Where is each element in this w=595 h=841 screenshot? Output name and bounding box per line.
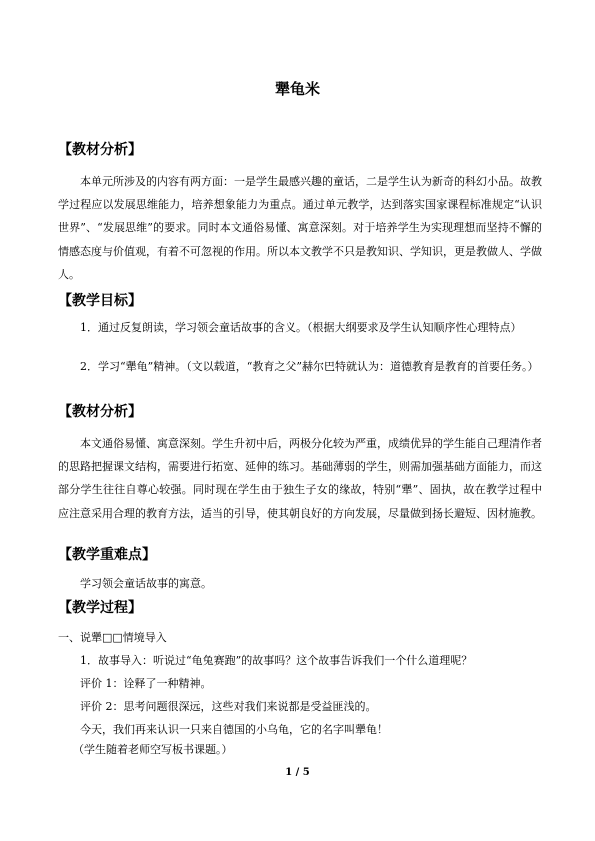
process-line-3: 评价 1：诠释了一种精神。 — [80, 677, 212, 690]
heading-key-difficulties: 【教学重难点】 — [58, 547, 156, 563]
page-number: 1 / 5 — [285, 767, 310, 778]
heading-material-analysis: 【教材分析】 — [58, 142, 142, 158]
process-line-5: 今天，我们再来认识一只来自德国的小乌龟，它的名字叫犟龟！ — [80, 723, 388, 736]
paragraph-material-analysis-2: 本文通俗易懂、寓意深刻。学生升初中后，两极分化较为严重，成绩优异的学生能自己理清作者的思路把握课文结构，需要进行拓宽、延伸的练习。基础薄弱的学生，则需加强基础方面能力，而这部分学生往往自尊心较强。同时现在学生由于独生子女的缘故，特别“犟”、固执，故在教学过程中应注意采用合理的教育方法，适当的引导，使其朝良好的方向发展，尽量做到扬长避短、因材施教。 — [58, 437, 542, 520]
paragraph-material-analysis: 本单元所涉及的内容有两方面：一是学生最感兴趣的童话，二是学生认为新奇的科幻小品。故教学过程应以发展思维能力，培养想象能力为重点。通过单元教学，达到落实国家课程标准规定“认识世界”、“发展思维”的要求。同时本文通俗易懂、寓意深刻。对于培养学生为实现理想而坚持不懈的情感态度与价值观，有着不可忽视的作用。所以本文教学不只是教知识、学知识，更是教做人、学做人。 — [58, 175, 542, 281]
process-line-4: 评价 2：思考问题很深远，这些对我们来说都是受益匪浅的。 — [80, 700, 377, 713]
goal-item-2: 2．学习“犟龟”精神。（文以载道，“教育之父”赫尔巴特就认为：道德教育是教育的首要任务。） — [80, 360, 539, 373]
process-line-1: 一、说犟□□情境导入 — [58, 631, 167, 644]
document-title: 犟龟米 — [274, 80, 320, 98]
process-line-2: 1．故事导入：听说过“龟兔赛跑”的故事吗？这个故事告诉我们一个什么道理呢？ — [80, 654, 473, 667]
goal-item-1: 1．通过反复朗读，学习领会童话故事的含义。（根据大纲要求及学生认知顺序性心理特点） — [80, 321, 522, 334]
paragraph-key-difficulties: 学习领会童话故事的寓意。 — [80, 577, 212, 590]
process-line-6: （学生随着老师空写板书课题。） — [73, 743, 233, 756]
heading-teaching-goals: 【教学目标】 — [58, 293, 142, 309]
heading-teaching-process: 【教学过程】 — [58, 600, 142, 616]
heading-material-analysis-2: 【教材分析】 — [58, 404, 142, 420]
